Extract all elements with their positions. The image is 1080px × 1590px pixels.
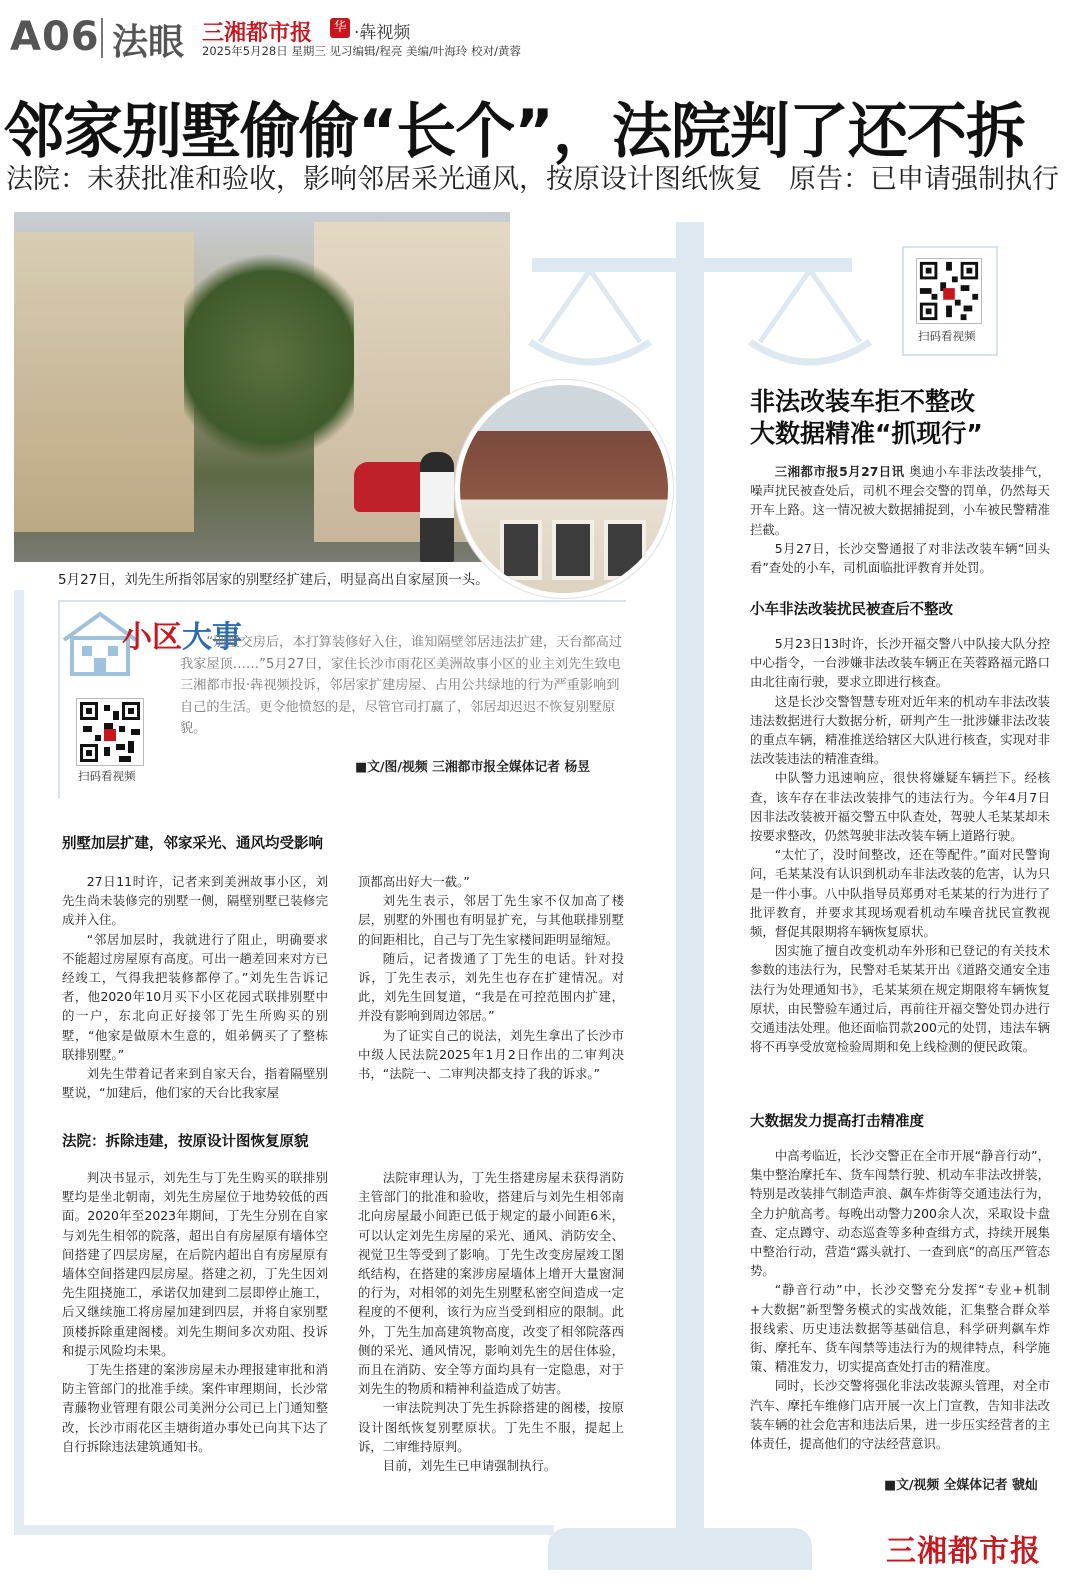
paragraph: 目前，刘先生已申请强制执行。 [382, 1458, 557, 1474]
article2-section-1 [750, 634, 1050, 1056]
paragraph: 5月23日13时许，长沙开福交警八中队接大队分控中心指令，一台涉嫌非法改装车辆正在芙蓉路福元路口由北往南行驶，要求立即进行核查。 [750, 636, 1050, 690]
paragraph: 一审法院判决丁先生拆除搭建的阁楼，按原设计图纸恢复别墅原状。丁先生不服，提起上诉，二审维持原判。 [358, 1400, 624, 1454]
sub-headline: 法院：未获批准和验收，影响邻居采光通风，按原设计图纸恢复 原告：已申请强制执行 [6, 164, 1059, 195]
article2-subheading-2: 大数据发力提高打击精准度 [750, 1114, 924, 1130]
qr-code-icon [917, 259, 981, 323]
video-brand-name: ·犇视频 [354, 23, 411, 43]
paragraph: 顶都高出好大一截。” [358, 874, 470, 889]
scales-base-decoration [548, 1528, 812, 1570]
newspaper-logo: 三湘都市报 [202, 21, 313, 46]
paragraph: 为了证实自己的说法，刘先生拿出了长沙市中级人民法院2025年1月2日作出的二审判决书，“法院一、二审判决都支持了我的诉求。” [358, 1027, 624, 1082]
subheading-1: 别墅加层扩建，邻家采光、通风均受影响 [62, 836, 323, 852]
article2-headline-line1: 非法改装车拒不整改 [750, 387, 976, 416]
villa-rooftop-photo [455, 380, 673, 598]
photo-caption: 5月27日，刘先生所指邻居家的别墅经扩建后，明显高出自家屋顶一头。 [58, 572, 489, 588]
paragraph: 判决书显示，刘先生与丁先生购买的联排别墅均是坐北朝南，刘先生房屋位于地势较低的西面。2020年至2023年期间，丁先生分别在自家与刘先生相邻的院落，超出自有房屋原有墙体空间搭建了四层房屋，在后院内超出自有房屋原有墙体空间搭建四层房屋。搭建之初，丁先生因刘先生阻挠施工，承诺仅加建到二层即停止施工，后又继续施工将房屋加建到四层，并将自家别墅顶楼拆除重建阁楼。刘先生期间多次劝阻、投诉和提示风险均未果。 [62, 1170, 328, 1358]
frame-left-decoration [14, 590, 24, 1525]
paragraph: 中高考临近，长沙交警正在全市开展“静音行动”，集中整治摩托车、货车闯禁行驶、机动车非法改拼装，特别是改装排气制造声浪、飙车炸街等交通违法行为，全力护航高考。每晚出动警力200余人次，采取设卡盘查、定点蹲守、动态巡查等多种查缉方式，持续开展集中整治行动，营造“露头就打、一查到底”的高压严管态势。 [750, 1148, 1050, 1279]
article2-headline-line2: 大数据精准“抓现行” [750, 419, 983, 448]
paragraph: “邻居加层时，我就进行了阻止，明确要求不能超过房屋原有高度。可出一趟差回来对方已经竣工，气得我把装修都停了。”刘先生告诉记者，他2020年10月买下小区花园式联排别墅中的一户，东北向正好接邻丁先生所购买的别墅，“他家是做原木生意的，姐弟俩买了了整栋联排别墅。” [62, 931, 328, 1062]
qr-code-label: 扫码看视频 [918, 329, 976, 343]
reporter-credit: ■文/图/视频 三湘都市报全媒体记者 杨昱 [355, 760, 591, 775]
paragraph: 这是长沙交警智慧专班对近年来的机动车非法改装违法数据进行大数据分析，研判产生一批涉嫌非法改装的重点车辆，精准推送给辖区大队进行核查，实现对非法改装违法的精准查缉。 [750, 693, 1050, 767]
article-column-3 [62, 1168, 328, 1456]
paragraph: 丁先生搭建的案涉房屋未办理报建审批和消防主管部门的批准手续。案件审理期间，长沙常青藤物业管理有限公司美洲分公司已上门通知整改，长沙市雨花区圭塘街道办事处已向其下达了自行拆除违法建筑通知书。 [62, 1362, 328, 1454]
footer-newspaper-logo: 三湘都市报 [886, 1534, 1041, 1569]
main-headline: 邻家别墅偷偷“长个”，法院判了还不拆 [4, 97, 1025, 167]
article2-headline [750, 386, 983, 450]
header-divider [101, 18, 103, 58]
column-title-part-a: 小区 [122, 620, 182, 655]
article2-subheading-1: 小车非法改装扰民被查后不整改 [750, 602, 953, 618]
paragraph: 5月27日，长沙交警通报了对非法改装车辆“回头看”查处的小车，司机面临批评教育并处罚。 [750, 540, 1050, 576]
dateline: 三湘都市报5月27日讯 [774, 464, 905, 479]
lead-paragraph: “别墅交房后，本打算装修好入住，谁知隔壁邻居违法扩建，天台都高过我家屋顶……”5月27日，家住长沙市雨花区美洲故事小区的业主刘先生致电三湘都市报·犇视频投诉，邻居家扩建房屋、占用公共绿地的行为严重影响到自己的生活。更令他愤怒的是，尽管官司打赢了，邻居却迟迟不恢复别墅原貌。 [180, 635, 623, 736]
qr-code-right[interactable] [916, 258, 982, 324]
paragraph: 中队警力迅速响应，很快将嫌疑车辆拦下。经核查，该车存在非法改装排气的违法行为。今年4月7日因非法改装被开福交警五中队查处，驾驶人毛某某却未按要求整改，仍然驾驶非法改装车辆上道路行驶。 [750, 770, 1050, 844]
paragraph: 27日11时许，记者来到美洲故事小区，刘先生尚未装修完的别墅一侧，隔壁别墅已装修完成并入住。 [62, 874, 328, 928]
article-column-1 [62, 872, 328, 1102]
paragraph: “太忙了，没时间整改，还在等配件。”面对民警询问，毛某某没有认识到机动车非法改装的危害，认为只是一件小事。八中队指导员郑勇对毛某某的行为进行了批评教育，并要求其现场观看机动车噪音扰民宣教视频，督促其限期将车辆恢复原状。 [750, 847, 1050, 940]
date-byline: 2025年5月28日 星期三 见习编辑/程亮 美编/叶海玲 校对/黄蓉 [202, 44, 521, 58]
page-number: A06 [10, 14, 100, 60]
article2-section-2 [750, 1146, 1050, 1453]
scales-pans-decoration [520, 270, 880, 370]
scales-pillar-decoration [676, 222, 704, 1542]
article-column-2 [358, 872, 624, 1083]
section-name: 法眼 [112, 22, 185, 63]
column-title-part-b: 大事 [182, 620, 242, 655]
paragraph: 随后，记者拨通了丁先生的电话。针对投诉，丁先生表示，刘先生也存在扩建情况。对此，刘先生回复道，“我是在可控范围内扩建，并没有影响到周边邻居。” [358, 950, 624, 1024]
article-column-4 [358, 1168, 624, 1475]
article2-credit: ■文/视频 全媒体记者 虢灿 [884, 1478, 1038, 1493]
qr-code-icon [77, 699, 143, 765]
article2-lead [750, 462, 1050, 577]
paragraph: 刘先生带着记者来到自家天台，指着隔壁别墅说，“加建后，他们家的天台比我家屋 [62, 1066, 328, 1101]
paragraph: 法院审理认为，丁先生搭建房屋未获得消防主管部门的批准和验收，搭建后与刘先生相邻南北向房屋最小间距已低于规定的最小间距6米，可以认定刘先生房屋的采光、通风、消防安全、视觉卫生等受到了影响。丁先生改变房屋竣工图纸结构，在搭建的案涉房屋墙体上增开大量窗洞的行为，对相邻的刘先生别墅私密空间造成一定程度的不便利，该行为应当受到相应的限制。此外，丁先生加高建筑物高度，改变了相邻院落西侧的采光、通风情况，影响刘先生的居住体验，而且在消防、安全等方面均具有一定隐患，对于刘先生的物质和精神利益造成了妨害。 [358, 1170, 624, 1397]
frame-bottom-decoration [14, 1525, 554, 1535]
paragraph: 同时，长沙交警将强化非法改装源头管理，对全市汽车、摩托车维修门店开展一次上门宣教，告知非法改装车辆的社会危害和违法后果，进一步压实经营者的主体责任，提高他们的守法经营意识。 [750, 1378, 1050, 1452]
qr-code[interactable] [76, 698, 144, 766]
paragraph: “静音行动”中，长沙交警充分发挥“专业+机制+大数据”新型警务模式的实战效能，汇集整合群众举报线索、历史违法数据等基础信息，科学研判飙车炸街、摩托车、货车闯禁等违法行为的规律特点，科学施策、精准发力，切实提高查处打击的精准度。 [750, 1282, 1050, 1375]
lead-text: 奥迪小车非法改装排气，噪声扰民被查处后，司机不理会交警的罚单，仍然每天开车上路。这一情况被大数据捕捉到，小车被民警精准拦截。 [750, 464, 1050, 537]
video-brand-icon: 华 [330, 18, 350, 38]
subheading-2: 法院：拆除违建，按原设计图恢复原貌 [62, 1134, 309, 1150]
qr-code-label: 扫码看视频 [78, 769, 136, 783]
villa-photo [14, 212, 510, 562]
paragraph: 刘先生表示，邻居丁先生家不仅加高了楼层，别墅的外围也有明显扩充，与其他联排别墅的间距相比，自己与丁先生家楼间距明显缩短。 [358, 893, 624, 947]
paragraph: 因实施了擅自改变机动车外形和已登记的有关技术参数的违法行为，民警对毛某某开出《道路交通安全违法行为处理通知书》，毛某某须在规定期限将车辆恢复原状，由民警验车通过后，再前往开福交警处罚办进行交通违法处理。他还面临罚款200元的处罚，违法车辆将不再享受放宽检验周期和免上线检测的便民政策。 [750, 943, 1050, 1055]
